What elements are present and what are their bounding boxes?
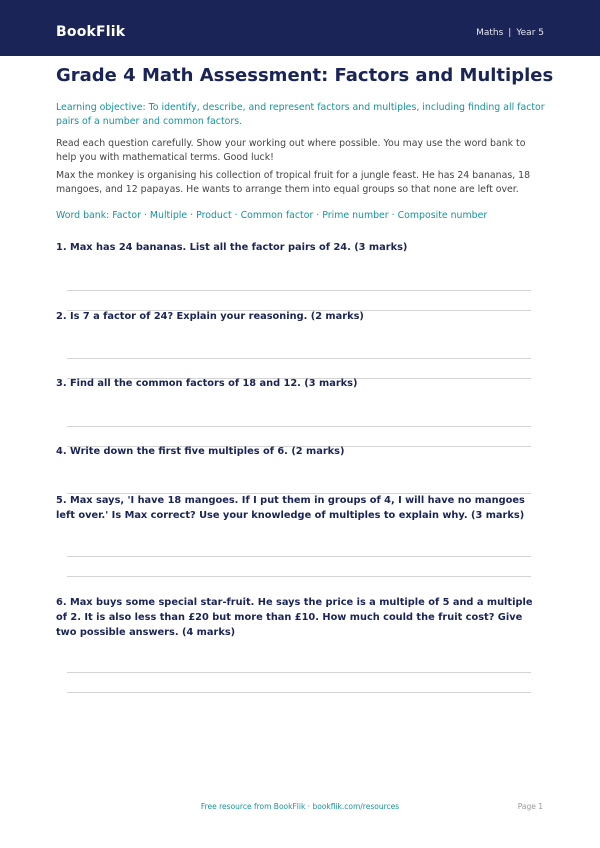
year-label: Year 5 bbox=[516, 28, 544, 38]
story-context: Max the monkey is organising his collection of tropical fruit for a jungle feast. He has 24 bananas, 18 mangoes, and 12 papayas. He wants to arrange them into equal groups so that none are left over. bbox=[56, 170, 531, 195]
answer-line[interactable] bbox=[67, 426, 531, 427]
answer-line[interactable] bbox=[67, 692, 531, 693]
brand-logo[interactable]: BookFlik bbox=[56, 24, 126, 40]
question-6: 6. Max buys some special star-fruit. He says the price is a multiple of 5 and a multiple of 2. It is also less than £20 but more than £10. How much could the fruit cost? Give two possible answers. (4 marks) bbox=[56, 597, 533, 638]
page-title: Grade 4 Math Assessment: Factors and Multiples bbox=[56, 65, 554, 86]
question-3: 3. Find all the common factors of 18 and 12. (3 marks) bbox=[56, 378, 358, 389]
meta-separator: | bbox=[508, 28, 512, 38]
learning-objective: Learning objective: To identify, describe, and represent factors and multiples, including finding all factor pairs of a number and common factors. bbox=[56, 102, 545, 127]
page-header bbox=[0, 0, 600, 56]
instructions: Read each question carefully. Show your working out where possible. You may use the word bank to help you with mathematical terms. Good luck! bbox=[56, 138, 526, 163]
word-bank: Word bank: Factor · Multiple · Product · Common factor · Prime number · Composite number bbox=[56, 210, 488, 221]
answer-line[interactable] bbox=[67, 672, 531, 673]
question-4: 4. Write down the first five multiples of 6. (2 marks) bbox=[56, 446, 345, 457]
subject-label: Maths bbox=[476, 28, 504, 38]
answer-line[interactable] bbox=[67, 290, 531, 291]
subject-year-label bbox=[476, 27, 544, 39]
answer-line[interactable] bbox=[67, 556, 531, 557]
answer-line[interactable] bbox=[67, 358, 531, 359]
page-number: Page 1 bbox=[517, 802, 543, 811]
question-5: 5. Max says, 'I have 18 mangoes. If I put them in groups of 4, I will have no mangoes left over.' Is Max correct? Use your knowledge of multiples to explain why. (3 marks) bbox=[56, 495, 525, 521]
footer-credit[interactable]: Free resource from BookFlik · bookflik.com/resources bbox=[200, 802, 400, 811]
answer-line[interactable] bbox=[67, 576, 531, 577]
question-2: 2. Is 7 a factor of 24? Explain your reasoning. (2 marks) bbox=[56, 311, 364, 322]
question-1: 1. Max has 24 bananas. List all the factor pairs of 24. (3 marks) bbox=[56, 242, 408, 253]
